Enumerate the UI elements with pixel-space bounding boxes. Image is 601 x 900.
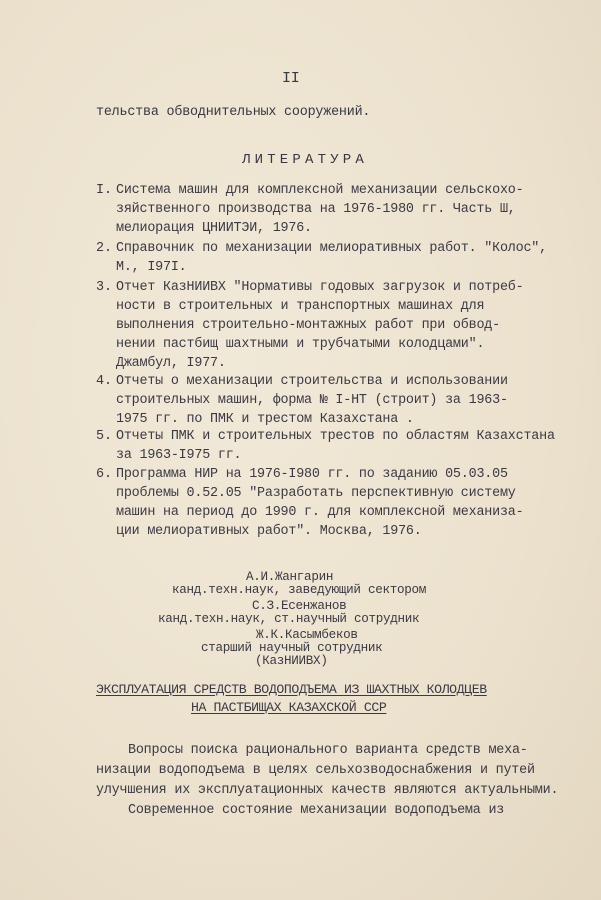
body-line: низации водоподъема в целях сельхозводоснабжения и путей [96, 763, 535, 778]
reference-number: I. [96, 183, 113, 198]
author-name: С.З.Есенжанов [252, 599, 347, 613]
body-line: Современное состояние механизации водоподъема из [128, 803, 505, 818]
page-number: II [282, 70, 300, 87]
reference-line: зяйственного производства на 1976-1980 гг. Часть Ш, [116, 202, 516, 217]
reference-line: ции мелиоративных работ". Москва, 1976. [116, 524, 422, 539]
reference-number: 5. [96, 429, 113, 444]
author-role: старший научный сотрудник [201, 641, 383, 655]
reference-line: Джамбул, I977. [116, 356, 226, 371]
reference-number: 4. [96, 374, 113, 389]
reference-line: строительных машин, форма № I-НТ (строит) за 1963- [116, 393, 508, 408]
reference-line: проблемы 0.52.05 "Разработать перспективную систему [116, 486, 516, 501]
reference-line: Система машин для комплексной механизации сельскохо- [116, 183, 524, 198]
reference-line: ности в строительных и транспортных машинах для [116, 299, 485, 314]
reference-line: мелиорация ЦНИИТЭИ, 1976. [116, 221, 312, 236]
body-line: Вопросы поиска рационального варианта средств меха- [128, 743, 528, 758]
article-title-line: ЭКСПЛУАТАЦИЯ СРЕДСТВ ВОДОПОДЪЕМА ИЗ ШАХТНЫХ КОЛОДЦЕВ [96, 682, 487, 697]
author-name: А.И.Жангарин [246, 570, 334, 584]
reference-number: 2. [96, 241, 113, 256]
reference-line: машин на период до 1990 г. для комплексной механиза- [116, 505, 524, 520]
reference-number: 3. [96, 280, 113, 295]
literature-heading: ЛИТЕРАТУРА [242, 152, 369, 168]
reference-line: выполнения строительно-монтажных работ при обвод- [116, 318, 500, 333]
reference-line: Справочник по механизации мелиоративных работ. "Колос", [116, 241, 547, 256]
author-organization: (КазНИИВХ) [255, 654, 328, 668]
reference-line: Программа НИР на 1976-I980 гг. по заданию 05.03.05 [116, 467, 508, 482]
reference-line: М., I97I. [116, 260, 187, 275]
author-role: канд.техн.наук, ст.научный сотрудник [158, 612, 420, 626]
author-role: канд.техн.наук, заведующий сектором [172, 583, 427, 597]
reference-line: Отчеты о механизации строительства и использовании [116, 374, 508, 389]
reference-number: 6. [96, 467, 113, 482]
reference-line: нении пастбищ шахтными и трубчатыми колодцами". [116, 337, 485, 352]
reference-line: 1975 гг. по ПМК и трестом Казахстана . [116, 412, 414, 427]
reference-line: за 1963-I975 гг. [116, 448, 242, 463]
continuation-line: тельства обводнительных сооружений. [96, 105, 371, 120]
body-line: улучшения их эксплуатационных качеств являются актуальными. [96, 783, 559, 798]
article-title-line: НА ПАСТБИЩАХ КАЗАХСКОЙ ССР [191, 700, 387, 715]
reference-line: Отчет КазНИИВХ "Нормативы годовых загрузок и потреб- [116, 280, 524, 295]
reference-line: Отчеты ПМК и строительных трестов по областям Казахстана [116, 429, 555, 444]
author-name: Ж.К.Касымбеков [256, 628, 358, 642]
